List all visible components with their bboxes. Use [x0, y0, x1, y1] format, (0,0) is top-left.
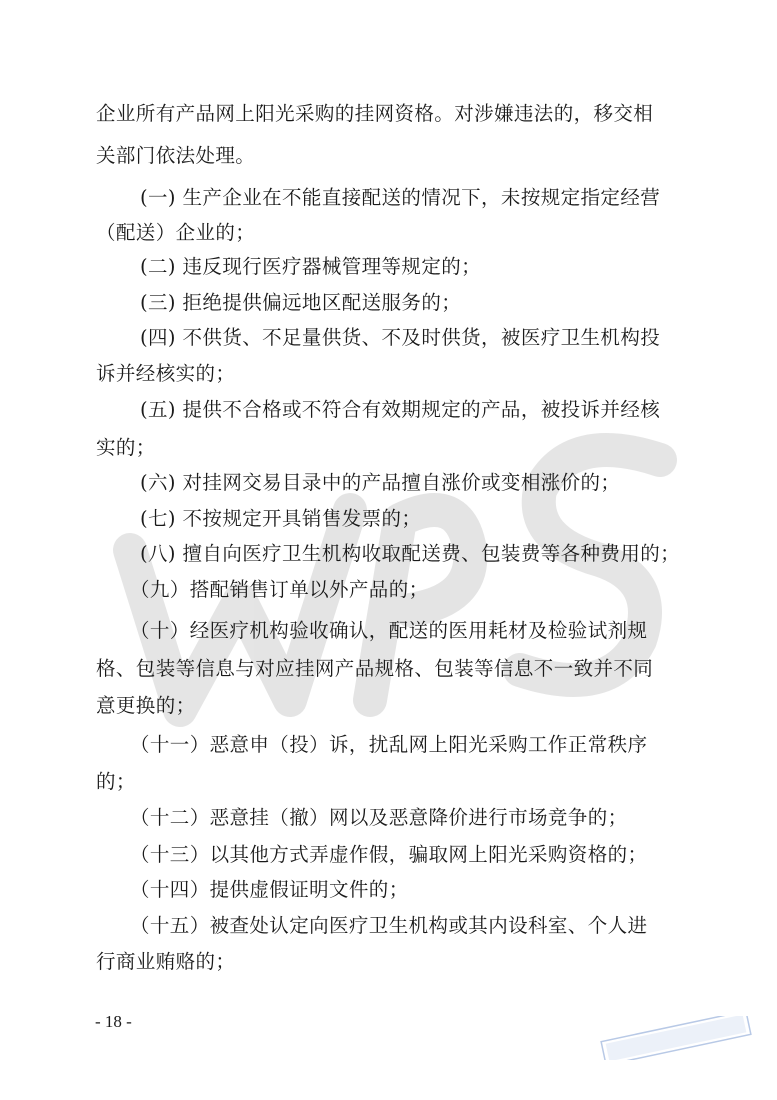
page-number: - 18 -: [95, 1012, 132, 1031]
list-item-12: （十二）恶意挂（撤）网以及恶意降价进行市场竞争的；: [130, 806, 628, 829]
list-item-1: (一) 生产企业在不能直接配送的情况下，未按规定指定经营: [140, 186, 661, 209]
list-item-3: (三) 拒绝提供偏远地区配送服务的；: [140, 291, 462, 314]
list-item-6: (六) 对挂网交易目录中的产品擅自涨价或变相涨价的；: [140, 471, 621, 494]
list-item-2: (二) 违反现行医疗器械管理等规定的；: [140, 255, 482, 278]
list-item-11: （十一）恶意申（投）诉，扰乱网上阳光采购工作正常秩序: [130, 733, 648, 756]
body-line: （配送）企业的；: [96, 221, 256, 244]
body-line: 的；: [96, 770, 136, 793]
body-line: 关部门依法处理。: [96, 144, 256, 167]
list-item-13: （十三）以其他方式弄虚作假，骗取网上阳光采购资格的；: [130, 843, 648, 866]
list-item-15: （十五）被查处认定向医疗卫生机构或其内设科室、个人进: [130, 914, 648, 937]
body-line: 诉并经核实的；: [96, 362, 236, 385]
body-line: 企业所有产品网上阳光采购的挂网资格。对涉嫌违法的，移交相: [96, 102, 654, 125]
body-line: 意更换的；: [96, 694, 196, 717]
list-item-10: （十）经医疗机构验收确认，配送的医用耗材及检验试剂规: [130, 619, 648, 642]
list-item-4: (四) 不供货、不足量供货、不及时供货，被医疗卫生机构投: [140, 326, 661, 349]
list-item-8: (八) 擅自向医疗卫生机构收取配送费、包装费等各种费用的；: [140, 542, 681, 565]
body-line: 行商业贿赂的；: [96, 950, 236, 973]
list-item-7: (七) 不按规定开具销售发票的；: [140, 507, 422, 530]
body-line: 实的；: [96, 436, 156, 459]
official-stamp: [596, 1016, 756, 1060]
list-item-9: （九）搭配销售订单以外产品的；: [130, 578, 429, 601]
body-line: 格、包装等信息与对应挂网产品规格、包装等信息不一致并不同: [96, 657, 654, 680]
list-item-14: （十四）提供虚假证明文件的；: [130, 878, 409, 901]
list-item-5: (五) 提供不合格或不符合有效期规定的产品，被投诉并经核: [140, 398, 661, 421]
